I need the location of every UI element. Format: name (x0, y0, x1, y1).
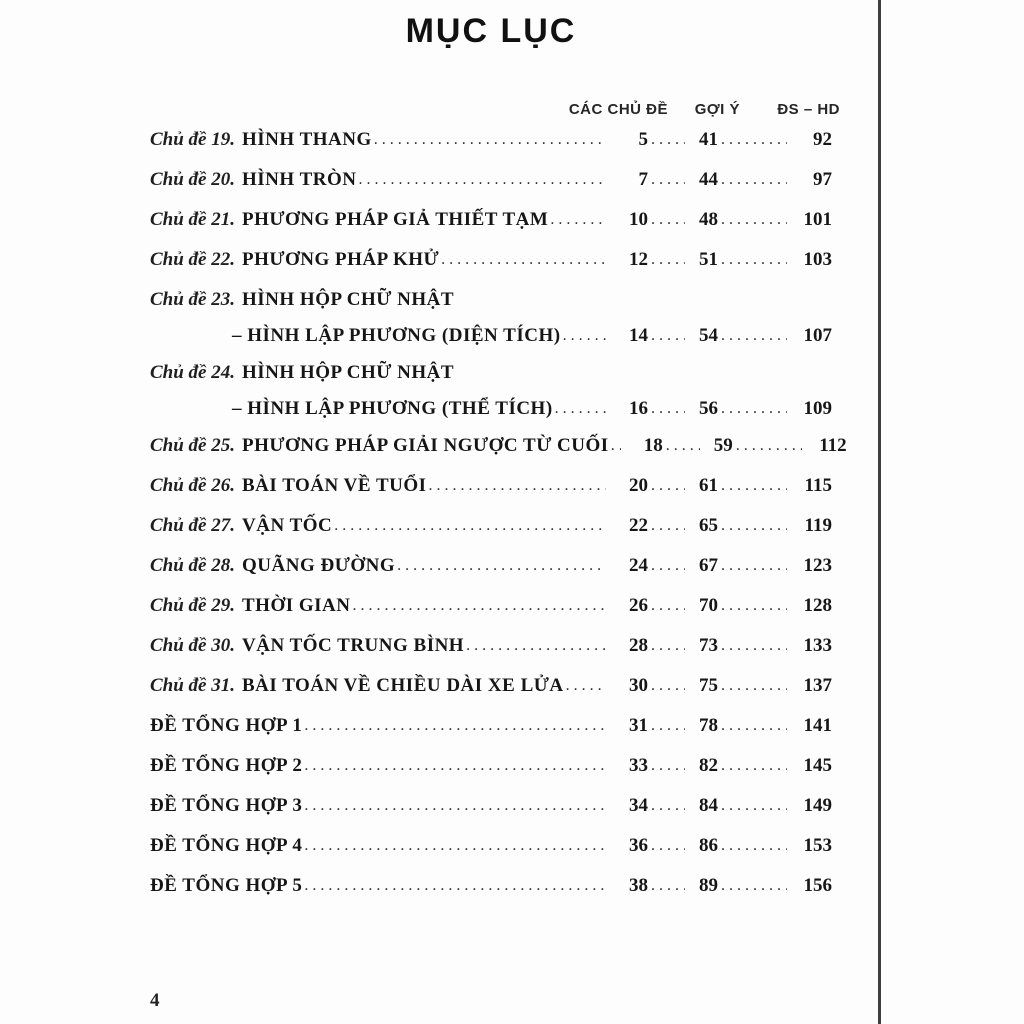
dot-leader (721, 597, 787, 615)
chapter-prefix: Chủ đề 25. (150, 435, 235, 456)
answers-page-number: 97 (813, 169, 832, 190)
dot-leader (397, 557, 606, 575)
dot-leader (721, 717, 787, 735)
hints-page-number: 54 (699, 325, 718, 346)
dot-leader (651, 637, 685, 655)
dot-leader (304, 757, 606, 775)
dot-leader (441, 251, 606, 269)
column-header-hints: GỢI Ý (694, 101, 740, 118)
topics-page-number: 10 (629, 209, 648, 230)
summary-test-title: ĐỀ TỔNG HỢP 3 (150, 795, 303, 816)
dot-leader (651, 477, 685, 495)
dot-leader (566, 677, 606, 695)
answers-page-number: 145 (803, 755, 832, 776)
dot-leader (651, 517, 685, 535)
topics-page-number: 30 (629, 675, 648, 696)
chapter-prefix: Chủ đề 19. (150, 129, 235, 150)
dot-leader (304, 717, 606, 735)
summary-test-title: ĐỀ TỔNG HỢP 2 (150, 755, 303, 776)
chapter-title: HÌNH HỘP CHỮ NHẬT (242, 362, 455, 383)
dot-leader (611, 437, 621, 455)
chapter-subtitle: – HÌNH LẬP PHƯƠNG (DIỆN TÍCH) (232, 325, 561, 346)
dot-leader (736, 437, 802, 455)
chapter-prefix: Chủ đề 20. (150, 169, 235, 190)
answers-page-number: 137 (803, 675, 832, 696)
chapter-prefix: Chủ đề 29. (150, 595, 235, 616)
toc-row (150, 715, 832, 755)
chapter-title: BÀI TOÁN VỀ CHIỀU DÀI XE LỬA (242, 675, 564, 696)
chapter-title: VẬN TỐC TRUNG BÌNH (242, 635, 465, 656)
hints-page-number: 61 (699, 475, 718, 496)
toc-page (150, 0, 847, 915)
topics-page-number: 34 (629, 795, 648, 816)
dot-leader (651, 757, 685, 775)
answers-page-number: 107 (803, 325, 832, 346)
hints-page-number: 89 (699, 875, 718, 896)
chapter-prefix: Chủ đề 22. (150, 249, 235, 270)
toc-row (150, 595, 832, 635)
page-scan-edge-line (878, 0, 881, 1024)
toc-row (150, 129, 832, 169)
chapter-title: HÌNH TRÒN (242, 169, 357, 190)
dot-leader (721, 400, 787, 418)
chapter-prefix: Chủ đề 28. (150, 555, 235, 576)
dot-leader (374, 131, 606, 149)
chapter-title: BÀI TOÁN VỀ TUỔI (242, 475, 427, 496)
answers-page-number: 153 (803, 835, 832, 856)
toc-row (150, 515, 832, 555)
chapter-prefix: Chủ đề 26. (150, 475, 235, 496)
dot-leader (353, 597, 607, 615)
dot-leader (563, 327, 606, 345)
hints-page-number: 48 (699, 209, 718, 230)
chapter-title: THỜI GIAN (242, 595, 351, 616)
dot-leader (651, 797, 685, 815)
dot-leader (304, 797, 606, 815)
dot-leader (651, 251, 685, 269)
dot-leader (466, 637, 606, 655)
chapter-prefix: Chủ đề 21. (150, 209, 235, 230)
hints-page-number: 51 (699, 249, 718, 270)
hints-page-number: 59 (713, 435, 733, 456)
dot-leader (651, 677, 685, 695)
toc-row (150, 835, 832, 875)
topics-page-number: 26 (629, 595, 648, 616)
dot-leader (721, 677, 787, 695)
summary-test-title: ĐỀ TỔNG HỢP 4 (150, 835, 303, 856)
topics-page-number: 22 (629, 515, 648, 536)
answers-page-number: 92 (813, 129, 832, 150)
dot-leader (304, 877, 606, 895)
topics-page-number: 36 (629, 835, 648, 856)
dot-leader (651, 877, 685, 895)
chapter-prefix: Chủ đề 24. (150, 362, 235, 383)
hints-page-number: 41 (699, 129, 718, 150)
dot-leader (651, 211, 685, 229)
dot-leader (721, 251, 787, 269)
dot-leader (429, 477, 606, 495)
hints-page-number: 84 (699, 795, 718, 816)
column-header-row (150, 101, 840, 119)
dot-leader (721, 211, 787, 229)
chapter-title: PHƯƠNG PHÁP GIẢI NGƯỢC TỪ CUỐI (242, 435, 609, 456)
dot-leader (651, 557, 685, 575)
chapter-prefix: Chủ đề 27. (150, 515, 235, 536)
answers-page-number: 112 (819, 435, 847, 456)
toc-row (150, 675, 832, 715)
answers-page-number: 101 (803, 209, 832, 230)
topics-page-number: 38 (629, 875, 648, 896)
dot-leader (651, 131, 685, 149)
dot-leader (651, 400, 685, 418)
toc-row (150, 249, 832, 289)
dot-leader (721, 517, 787, 535)
toc-row (150, 169, 832, 209)
chapter-title: QUÃNG ĐƯỜNG (242, 555, 396, 576)
chapter-title: HÌNH HỘP CHỮ NHẬT (242, 289, 455, 310)
dot-leader (651, 327, 685, 345)
folio-page-number: 4 (150, 990, 160, 1011)
dot-leader (721, 797, 787, 815)
toc-rows (150, 129, 847, 915)
dot-leader (651, 837, 685, 855)
topics-page-number: 33 (629, 755, 648, 776)
dot-leader (721, 327, 787, 345)
hints-page-number: 73 (699, 635, 718, 656)
chapter-title: VẬN TỐC (242, 515, 333, 536)
dot-leader (721, 171, 787, 189)
topics-page-number: 28 (629, 635, 648, 656)
answers-page-number: 133 (803, 635, 832, 656)
dot-leader (721, 131, 787, 149)
chapter-title: PHƯƠNG PHÁP KHỬ (242, 249, 440, 270)
hints-page-number: 75 (699, 675, 718, 696)
dot-leader (651, 597, 685, 615)
topics-page-number: 20 (629, 475, 648, 496)
answers-page-number: 123 (803, 555, 832, 576)
toc-row-two-line (150, 362, 832, 435)
dot-leader (666, 437, 700, 455)
topics-page-number: 31 (629, 715, 648, 736)
hints-page-number: 78 (699, 715, 718, 736)
hints-page-number: 65 (699, 515, 718, 536)
chapter-prefix: Chủ đề 23. (150, 289, 235, 310)
dot-leader (721, 477, 787, 495)
column-header-answers: ĐS – HD (777, 101, 840, 118)
answers-page-number: 109 (803, 398, 832, 419)
chapter-subtitle: – HÌNH LẬP PHƯƠNG (THỂ TÍCH) (232, 398, 553, 419)
hints-page-number: 86 (699, 835, 718, 856)
toc-row-line1 (150, 289, 832, 325)
chapter-title: HÌNH THANG (242, 129, 372, 150)
summary-test-title: ĐỀ TỔNG HỢP 1 (150, 715, 303, 736)
chapter-prefix: Chủ đề 30. (150, 635, 235, 656)
dot-leader (721, 837, 787, 855)
toc-row (150, 755, 832, 795)
hints-page-number: 44 (699, 169, 718, 190)
answers-page-number: 103 (803, 249, 832, 270)
dot-leader (358, 171, 606, 189)
topics-page-number: 24 (629, 555, 648, 576)
dot-leader (721, 757, 787, 775)
column-header-topics: CÁC CHỦ ĐỀ (568, 101, 668, 118)
toc-row-two-line (150, 289, 832, 362)
toc-row (150, 875, 832, 915)
page-title: MỤC LỤC (405, 12, 577, 50)
dot-leader (334, 517, 606, 535)
topics-page-number: 12 (629, 249, 648, 270)
toc-row (150, 555, 832, 595)
topics-page-number: 18 (643, 435, 663, 456)
answers-page-number: 141 (803, 715, 832, 736)
dot-leader (721, 557, 787, 575)
toc-row (150, 635, 832, 675)
topics-page-number: 5 (638, 129, 648, 150)
chapter-prefix: Chủ đề 31. (150, 675, 235, 696)
chapter-title: PHƯƠNG PHÁP GIẢ THIẾT TẠM (242, 209, 549, 230)
answers-page-number: 128 (803, 595, 832, 616)
topics-page-number: 16 (629, 398, 648, 419)
toc-row (150, 475, 832, 515)
dot-leader (304, 837, 606, 855)
hints-page-number: 67 (699, 555, 718, 576)
hints-page-number: 56 (699, 398, 718, 419)
hints-page-number: 70 (699, 595, 718, 616)
toc-row-line2 (150, 398, 832, 435)
toc-row-line2 (150, 325, 832, 362)
hints-page-number: 82 (699, 755, 718, 776)
topics-page-number: 7 (638, 169, 648, 190)
toc-row-line1 (150, 362, 832, 398)
toc-row (150, 209, 832, 249)
topics-page-number: 14 (629, 325, 648, 346)
dot-leader (721, 637, 787, 655)
toc-row (150, 435, 847, 475)
dot-leader (550, 211, 606, 229)
answers-page-number: 156 (803, 875, 832, 896)
answers-page-number: 119 (804, 515, 832, 536)
summary-test-title: ĐỀ TỔNG HỢP 5 (150, 875, 303, 896)
answers-page-number: 149 (803, 795, 832, 816)
dot-leader (721, 877, 787, 895)
dot-leader (555, 400, 606, 418)
dot-leader (651, 171, 685, 189)
answers-page-number: 115 (804, 475, 832, 496)
toc-row (150, 795, 832, 835)
dot-leader (651, 717, 685, 735)
